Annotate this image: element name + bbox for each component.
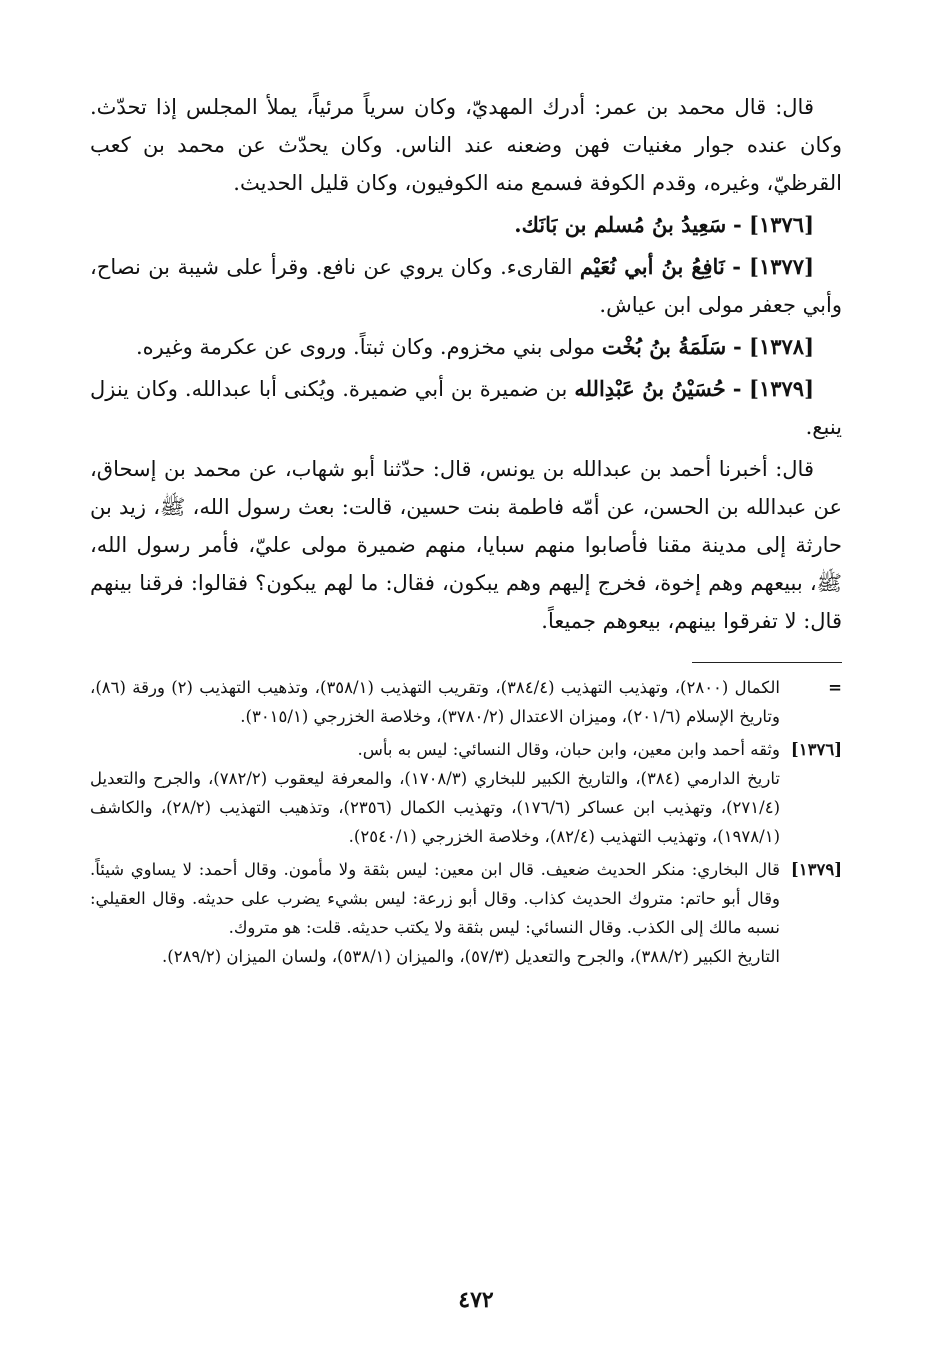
paragraph-intro: قال: قال محمد بن عمر: أدرك المهديّ، وكان سرياً مرئياً، يملأ المجلس إذا تحدّث. وكان عنده جوار مغنيات فهن وضعنه عند الناس. وكان يحدّث عن محمد بن كعب القرظيّ، وغيره، وقدم الكوفة فسمع منه الكوفيون، وكان قليل الحديث. <box>90 95 842 195</box>
entry-number: [١٣٧٦] - <box>732 212 814 237</box>
entry-1379 <box>90 370 842 446</box>
page-number: ٤٧٢ <box>458 1287 494 1313</box>
footnote-label: = <box>828 678 842 697</box>
entry-number: [١٣٧٨] - <box>732 334 814 359</box>
footnote-1379 <box>90 855 842 971</box>
footnote-text: وثقه أحمد وابن معين، وابن حبان، وقال النسائي: ليس به بأس. <box>357 740 780 759</box>
footnote-text: التاريخ الكبير (٣٨٨/٢)، والجرح والتعديل (٥٧/٣)، والميزان (٥٣٨/١)، ولسان الميزان (٢٨٩/٢). <box>162 947 780 966</box>
entry-name: حُسَيْنُ بنُ عَبْدِالله <box>574 376 726 401</box>
page-content <box>90 88 842 1333</box>
footnote-body <box>90 855 780 971</box>
footnote-label: [١٣٧٦] <box>790 740 842 759</box>
footnote-label: [١٣٧٩] <box>790 860 842 879</box>
footnotes <box>90 673 842 971</box>
main-text <box>90 88 842 640</box>
entry-name: نَافِعُ بنُ أبي نُعَيْم <box>579 254 725 279</box>
entry-1376 <box>90 206 842 244</box>
entry-1378 <box>90 328 842 366</box>
entry-text: بن ضميرة بن أبي ضميرة. ويُكنى أبا عبدالله. وكان ينزل ينبع. <box>90 377 842 439</box>
entry-name: سَلَمَةُ بنُ بُخْت <box>601 334 727 359</box>
entry-number: [١٣٧٩] - <box>732 376 814 401</box>
footnote-separator <box>692 662 842 663</box>
entry-text: القارىء. وكان يروي عن نافع. وقرأ على شيبة بن نصاح، وأبي جعفر مولى ابن عياش. <box>90 255 842 317</box>
entry-name: سَعِيدُ بنُ مُسلم بن بَانَك. <box>514 212 727 237</box>
footnote-text: تاريخ الدارمي (٣٨٤)، والتاريخ الكبير للبخاري (١٧٠٨/٣)، والمعرفة ليعقوب (٧٨٢/٢)، والجرح والتعديل (٢٧١/٤)، وتهذيب ابن عساكر (١٧٦/٦)، وتهذيب الكمال (٢٣٥٦)، وتذهيب التهذيب (٢٨/٢)، والكاشف (١٩٧٨/١)، وتهذيب التهذيب (٨٢/٤)، وخلاصة الخزرجي (٢٥٤٠/١). <box>90 769 780 846</box>
footnote-body <box>90 673 780 731</box>
entry-number: [١٣٧٧] - <box>732 254 814 279</box>
footnote-continuation <box>90 673 842 731</box>
entry-1377 <box>90 248 842 324</box>
footnote-1376 <box>90 735 842 851</box>
footnote-body <box>90 735 780 851</box>
footnote-text: قال البخاري: منكر الحديث ضعيف. قال ابن معين: ليس بثقة ولا مأمون. وقال أحمد: لا يساوي شيئاً. وقال أبو حاتم: متروك الحديث كذاب. وقال أبو زرعة: ليس بشيء يضرب على حديثه. وقال العقيلي: نسبه مالك إلى الكذب. وقال النسائي: ليس بثقة ولا يكتب حديثه. قلت: هو متروك. <box>90 860 780 937</box>
footnote-text: الكمال (٢٨٠٠)، وتهذيب التهذيب (٣٨٤/٤)، وتقريب التهذيب (٣٥٨/١)، وتذهيب التهذيب (٢) ورقة (٨٦)، وتاريخ الإسلام (٢٠١/٦)، وميزان الاعتدال (٣٧٨٠/٢)، وخلاصة الخزرجي (٣٠١٥/١). <box>90 678 780 726</box>
entry-text: مولى بني مخزوم. وكان ثبتاً. وروى عن عكرمة وغيره. <box>136 335 596 359</box>
paragraph-hadith: قال: أخبرنا أحمد بن عبدالله بن يونس، قال: حدّثنا أبو شهاب، عن محمد بن إسحاق، عن عبدالله بن الحسن، عن أمّه فاطمة بنت حسين، قالت: بعث رسول الله، ﷺ، زيد بن حارثة إلى مدينة مقنا فأصابوا منهم سبايا، منهم ضميرة مولى عليّ، فأمر رسول الله، ﷺ، ببيعهم وهم إخوة، فخرج إليهم وهم يبكون، فقال: ما لهم يبكون؟ فقالوا: فرقنا بينهم قال: لا تفرقوا بينهم، بيعوهم جميعاً. <box>90 457 842 633</box>
